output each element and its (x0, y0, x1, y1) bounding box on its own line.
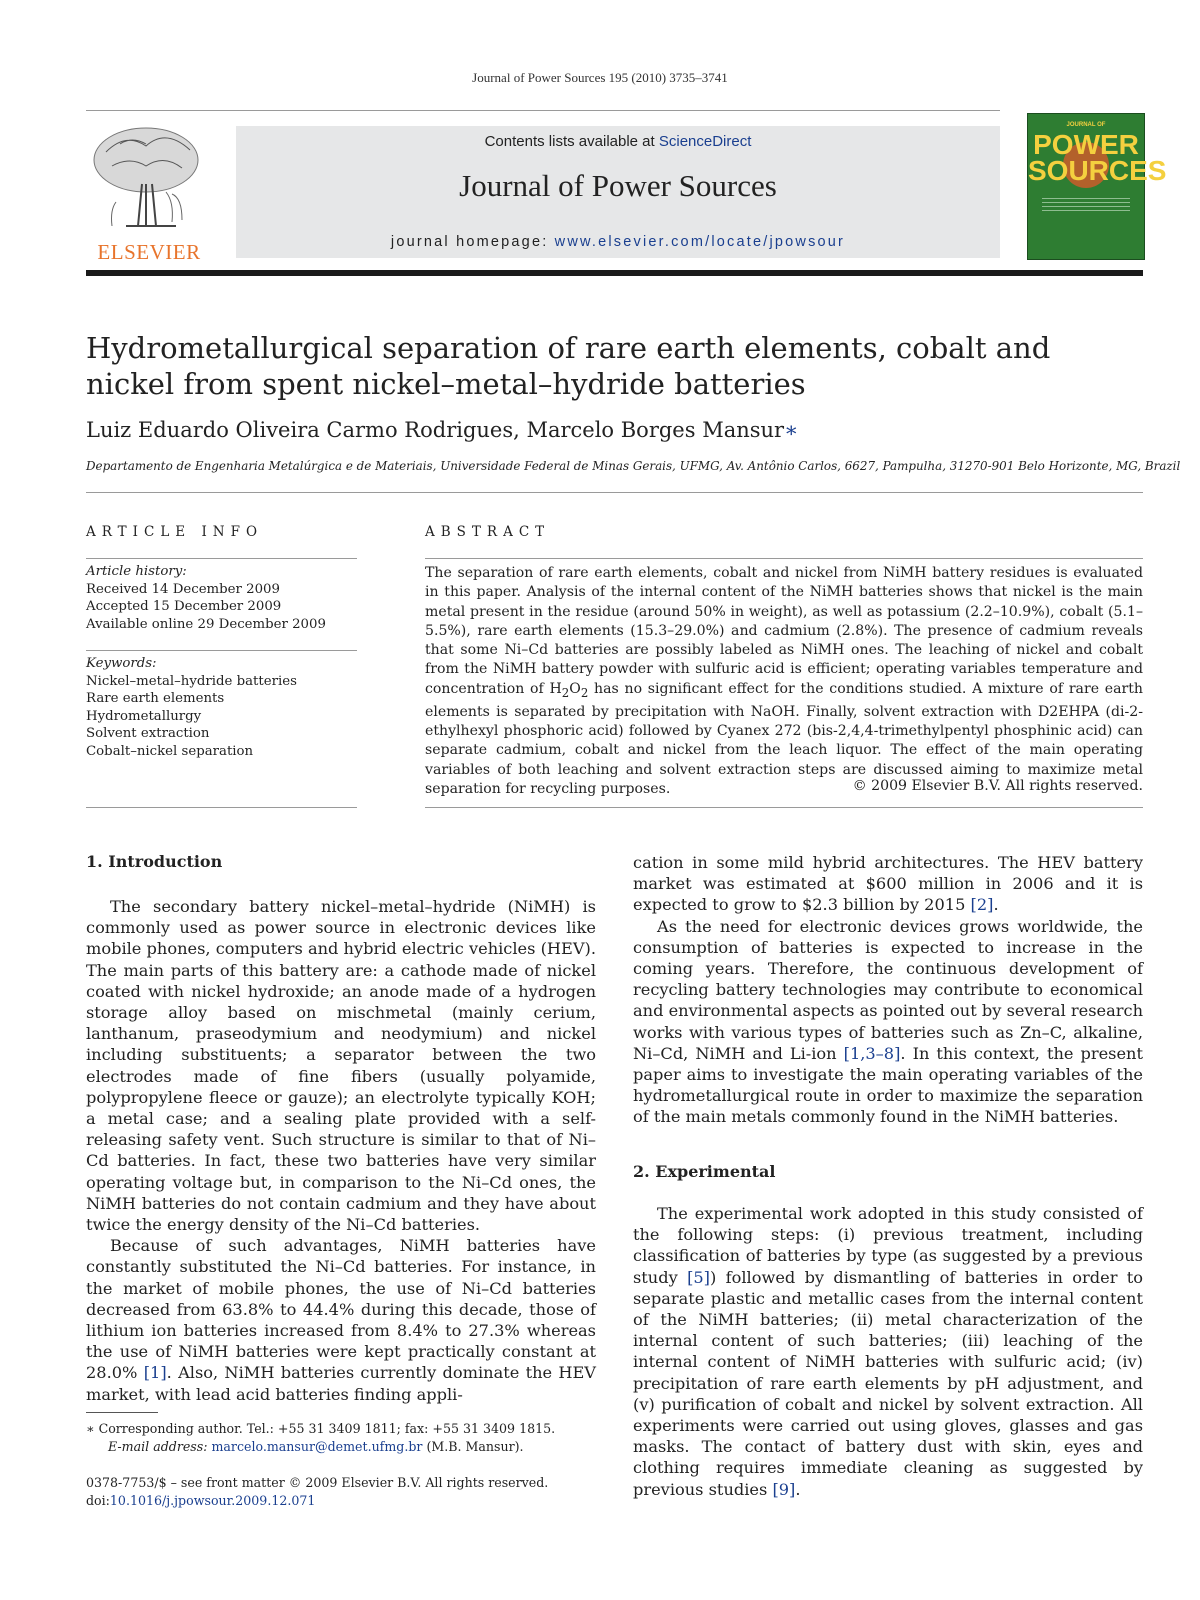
text-run: cation in some mild hybrid architectures. The HEV battery market was estimated at $600 million in 2006 and it is expected to grow to $2.3 billion by 2015 (633, 853, 1143, 915)
history-label: Article history: (86, 564, 187, 579)
abstract-subscript: 2 (580, 685, 589, 700)
doi-line (86, 1492, 606, 1510)
keyword-item: Rare earth elements (86, 691, 225, 706)
affiliation: Departamento de Engenharia Metalúrgica e de Materiais, Universidade Federal de Minas Gerais, UFMG, Av. Antônio Carlos, 6627, Pampulha, 31270-901 Belo Horizonte, MG, Brazil (86, 459, 1181, 473)
footnote (86, 1420, 606, 1455)
authors (86, 418, 1146, 442)
footnote-email-line (86, 1438, 606, 1456)
history-item: Accepted 15 December 2009 (86, 599, 282, 614)
email-link[interactable]: marcelo.mansur@demet.ufmg.br (211, 1438, 423, 1454)
article-info-heading: ARTICLE INFO (86, 524, 264, 540)
intro-paragraph (86, 1235, 596, 1405)
citation-link[interactable]: [1,3–8] (843, 1043, 901, 1063)
journal-cover[interactable] (1027, 113, 1167, 260)
citation-link[interactable]: [9] (772, 1479, 796, 1499)
contents-line (236, 133, 1000, 150)
sciencedirect-link[interactable]: ScienceDirect (658, 133, 752, 150)
elsevier-tree-icon (86, 122, 212, 234)
header-thick-rule (86, 270, 1143, 276)
keyword-item: Hydrometallurgy (86, 708, 202, 724)
cover-title-line-2: SOURCES (1028, 155, 1167, 186)
article-info-rule (86, 558, 357, 559)
email-suffix: (M.B. Mansur). (422, 1438, 524, 1454)
elsevier-wordmark: ELSEVIER (97, 240, 201, 264)
history-item: Received 14 December 2009 (86, 581, 280, 597)
text-run: . In this context, the present paper aims to investigate the main operating variables of the hydrometallurgical route in order to maximize the separation of the main metals commonly found in the NiMH batteries. (633, 1043, 1143, 1127)
intro-paragraph (633, 916, 1143, 1128)
elsevier-logo[interactable] (86, 122, 212, 262)
journal-header-box (236, 126, 1000, 258)
author-names: Luiz Eduardo Oliveira Carmo Rodrigues, Marcelo Borges Mansur (86, 418, 785, 442)
introduction-right-column (633, 852, 1143, 1128)
text-run: . (795, 1479, 801, 1499)
keyword-item: Cobalt–nickel separation (86, 743, 254, 759)
affiliation-rule (86, 492, 1143, 493)
article-info-rule (86, 650, 357, 651)
homepage-prefix: journal homepage: (390, 234, 555, 250)
abstract-rule (425, 558, 1143, 559)
footnote-rule (86, 1412, 158, 1413)
cover-text-lines (1042, 198, 1130, 212)
text-run: ) followed by dismantling of batteries in order to separate plastic and metallic cases from the internal content of the NiMH batteries; (ii) metal characterization of the internal content of such batteries; (iii) leaching of the internal content of NiMH batteries with sulfuric acid; (iv) precipitation of rare earth elements by pH adjustment, and (v) purification of cobalt and nickel by solvent extraction. All experiments were carried out using gloves, glasses and gas masks. The contact of battery dust with skin, eyes and clothing requires immediate cleaning as suggested by previous studies (633, 1267, 1144, 1499)
citation-link[interactable]: [5] (687, 1267, 710, 1287)
cover-top-text: JOURNAL OF (1066, 122, 1106, 128)
keyword-item: Solvent extraction (86, 726, 210, 741)
abstract-rule (425, 807, 1143, 808)
footnote-corresponding (86, 1420, 606, 1438)
front-matter-text: 0378-7753/$ – see front matter © 2009 Elsevier B.V. All rights reserved. (86, 1475, 549, 1490)
abstract-part: The separation of rare earth elements, cobalt and nickel from NiMH battery residues is evaluated in this paper. Analysis of the internal content of the NiMH batteries shows that nickel is the main metal present in the residue (around 50% in weight), as well as potassium (2.2–10.9%), cobalt (5.1–5.5%), rare earth elements (15.3–29.0%) and cadmium (2.8%). The presence of cadmium reveals that some Ni–Cd batteries are possibly labeled as NiMH ones. The leaching of nickel and cobalt from the NiMH battery powder with sulfuric acid is efficient; operating variables temperature and concentration of H (425, 565, 1143, 697)
footnote-mark: ∗ (86, 1421, 95, 1436)
intro-paragraph: The secondary battery nickel–metal–hydride (NiMH) is commonly used as power source in electronic devices like mobile phones, computers and hybrid electric vehicles (HEV). The main parts of this battery are: a cathode made of nickel coated with nickel hydroxide; an anode made of a hydrogen storage alloy based on mischmetal (mainly cerium, lanthanum, praseodymium and neodymium) and nickel including substituents; a separator between the two electrodes made of fine fibers (usually polyamide, polypropylene fleece or gauze); an electrolyte typically KOH; a metal case; and a sealing plate provided with a self-releasing safety vent. Such structure is similar to that of Ni–Cd batteries. In fact, these two batteries have very similar operating voltage but, in comparison to the Ni–Cd ones, the NiMH batteries do not contain cadmium and they have about twice the energy density of the Ni–Cd batteries. (86, 897, 596, 1235)
doi-link[interactable]: 10.1016/j.jpowsour.2009.12.071 (109, 1492, 316, 1508)
contents-prefix: Contents lists available at (484, 133, 659, 150)
front-matter (86, 1474, 606, 1509)
keywords (86, 655, 357, 760)
text-run: As the need for electronic devices grows worldwide, the consumption of batteries is expected to increase in the coming years. Therefore, the continuous development of recycling battery technologies may contribute to economical and environmental aspects as pointed out by several research works with various types of batteries such as Zn–C, alkaline, Ni–Cd, NiMH and Li-ion (633, 916, 1143, 1063)
homepage-link[interactable]: www.elsevier.com/locate/jpowsour (554, 234, 846, 250)
experimental-paragraph (633, 1203, 1143, 1500)
keywords-label: Keywords: (86, 656, 157, 671)
abstract-part: has no significant effect for the conditions studied. A mixture of rare earth elements is separated by precipitation with NaOH. Finally, solvent extraction with D2EHPA (di-2-ethylhexyl phosphoric acid) followed by Cyanex 272 (bis-2,4,4-trimethylpentyl phosphinic acid) can separate cadmium, cobalt and nickel from the leach liquor. The effect of the main operating variables of both leaching and solvent extraction steps are discussed aiming to maximize metal separation for recycling purposes. (425, 680, 1143, 798)
homepage-line (236, 234, 1000, 250)
article-info-rule (86, 807, 357, 808)
cover-title (1028, 129, 1167, 186)
text-run: . Also, NiMH batteries currently dominate the HEV market, with lead acid batteries finding appli- (86, 1363, 596, 1404)
text-run: The experimental work adopted in this study consisted of the following steps: (i) previous treatment, including classification of batteries by type (as suggested by a previous study (633, 1204, 1143, 1287)
abstract-subscript: 2 (561, 685, 570, 700)
experimental-column (633, 1203, 1143, 1500)
keyword-item: Nickel–metal–hydride batteries (86, 673, 297, 689)
text-run: . (993, 895, 999, 915)
abstract-copyright: © 2009 Elsevier B.V. All rights reserved. (852, 778, 1143, 794)
doi-prefix: doi: (86, 1492, 110, 1508)
intro-paragraph (633, 852, 1143, 916)
header-rule (86, 110, 1000, 111)
journal-citation: Journal of Power Sources 195 (2010) 3735–3741 (472, 70, 728, 85)
section-heading-experimental: 2. Experimental (633, 1162, 776, 1181)
footnote-text: Corresponding author. Tel.: +55 31 3409 1811; fax: +55 31 3409 1815. (94, 1421, 556, 1436)
abstract-text (425, 564, 1143, 799)
history-item: Available online 29 December 2009 (86, 616, 326, 632)
abstract-heading: ABSTRACT (425, 524, 551, 540)
article-title: Hydrometallurgical separation of rare earth elements, cobalt and nickel from spent nickel–metal–hydride batteries (86, 331, 1051, 401)
journal-title: Journal of Power Sources (459, 168, 777, 203)
introduction-left-column (86, 896, 596, 1405)
email-label: E-mail address: (108, 1438, 208, 1454)
cover-title-line-1: POWER (1033, 129, 1139, 160)
section-heading-introduction: 1. Introduction (86, 852, 223, 871)
corresponding-author-mark[interactable]: ∗ (784, 418, 799, 442)
abstract-part: O (569, 680, 581, 697)
citation-link[interactable]: [2] (970, 895, 994, 915)
citation-link[interactable]: [1] (143, 1363, 167, 1383)
article-history (86, 563, 357, 633)
text-run: Because of such advantages, NiMH batteries have constantly substituted the Ni–Cd batteries. For instance, in the market of mobile phones, the use of Ni–Cd batteries decreased from 63.8% to 44.4% during this decade, those of lithium ion batteries increased from 8.4% to 27.3% whereas the use of NiMH batteries were kept practically constant at 28.0% (86, 1236, 596, 1383)
